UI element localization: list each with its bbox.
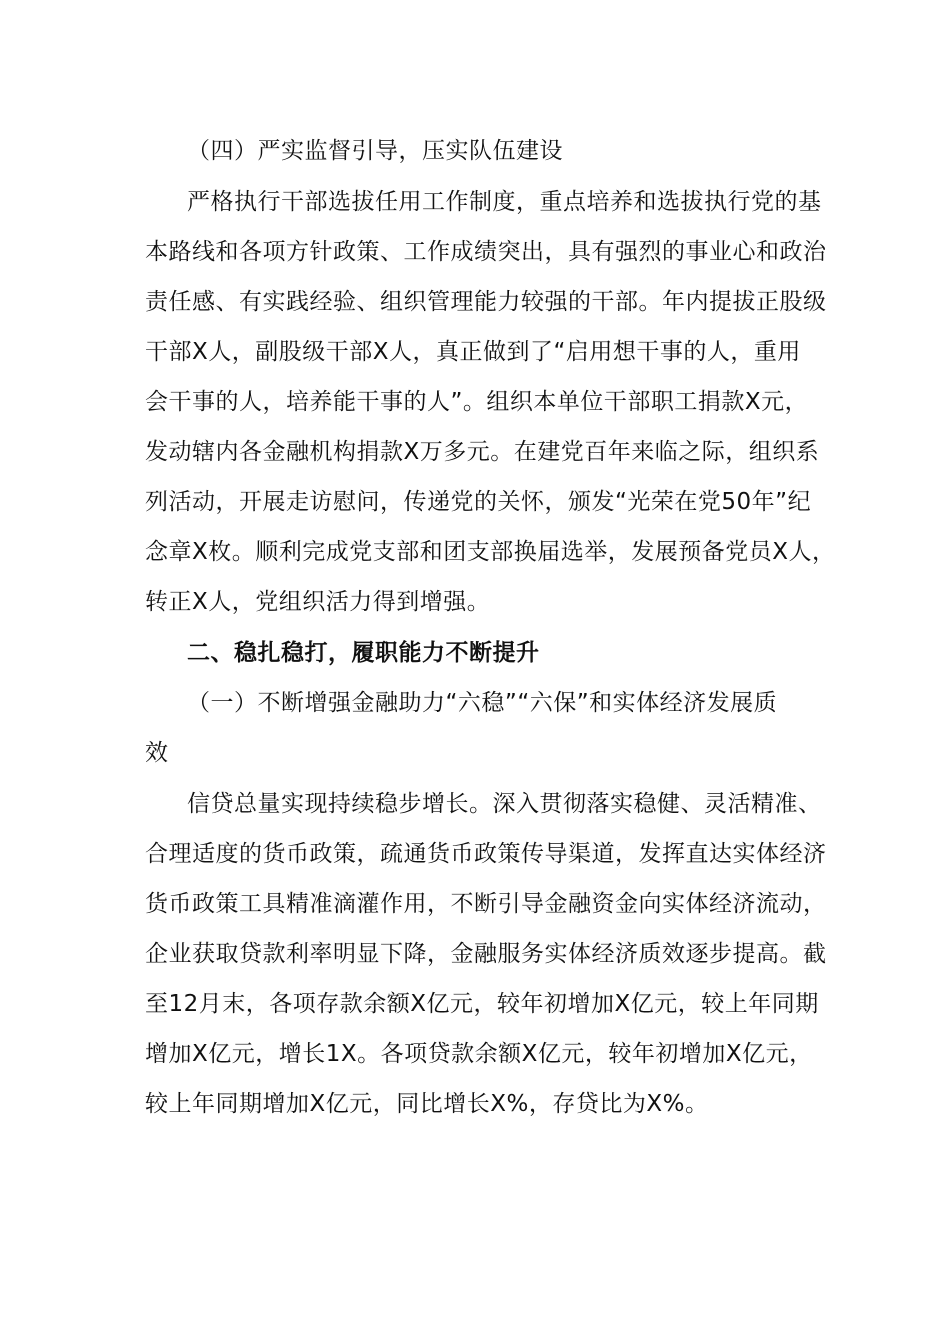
paragraph-line: 企业获取贷款利率明显下降，金融服务实体经济质效逐步提高。截	[145, 941, 827, 967]
paragraph-line: 列活动，开展走访慰问，传递党的关怀，颁发“光荣在党50年”纪	[145, 489, 812, 515]
paragraph-line: 会干事的人，培养能干事的人”。组织本单位干部职工捐款X元，	[145, 389, 809, 415]
part-two-heading: 二、稳扎稳打，履职能力不断提升	[187, 640, 540, 666]
paragraph-line: 念章X枚。顺利完成党支部和团支部换届选举，发展预备党员X人，	[145, 539, 836, 565]
paragraph-line: 合理适度的货币政策，疏通货币政策传导渠道，发挥直达实体经济	[145, 841, 827, 867]
paragraph-line: 较上年同期增加X亿元，同比增长X%，存贷比为X%。	[145, 1091, 709, 1117]
paragraph-line: 本路线和各项方针政策、工作成绩突出，具有强烈的事业心和政治	[145, 239, 827, 265]
paragraph-line: 信贷总量实现持续稳步增长。深入贯彻落实稳健、灵活精准、	[187, 791, 822, 817]
paragraph-line: 严格执行干部选拔任用工作制度，重点培养和选拔执行党的基	[187, 189, 822, 215]
subsection-one-heading-continuation: 效	[145, 740, 169, 766]
paragraph-line: 发动辖内各金融机构捐款X万多元。在建党百年来临之际，组织系	[145, 439, 820, 465]
paragraph-line: 至12月末，各项存款余额X亿元，较年初增加X亿元，较上年同期	[145, 991, 819, 1017]
section-four-heading: （四）严实监督引导，压实队伍建设	[187, 138, 563, 164]
paragraph-line: 干部X人，副股级干部X人，真正做到了“启用想干事的人，重用	[145, 339, 801, 365]
paragraph-line: 货币政策工具精准滴灌作用，不断引导金融资金向实体经济流动，	[145, 891, 827, 917]
paragraph-line: 增加X亿元，增长1X。各项贷款余额X亿元，较年初增加X亿元，	[145, 1041, 813, 1067]
paragraph-line: 转正X人，党组织活力得到增强。	[145, 589, 491, 615]
paragraph-line: 责任感、有实践经验、组织管理能力较强的干部。年内提拔正股级	[145, 289, 827, 315]
subsection-one-heading: （一）不断增强金融助力“六稳”“六保”和实体经济发展质	[187, 690, 778, 716]
